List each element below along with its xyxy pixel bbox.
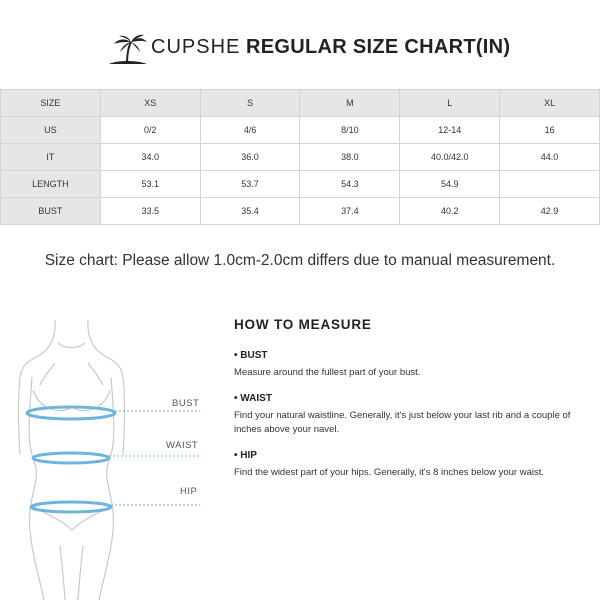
column-header: L xyxy=(400,90,500,117)
column-header: XS xyxy=(100,90,200,117)
table-cell: 16 xyxy=(500,117,600,144)
table-cell: 35.4 xyxy=(200,198,300,225)
row-label: LENGTH xyxy=(1,171,101,198)
column-header: XL xyxy=(500,90,600,117)
table-cell: 42.9 xyxy=(500,198,600,225)
table-cell: 44.0 xyxy=(500,144,600,171)
table-cell: 33.5 xyxy=(100,198,200,225)
table-cell: 53.1 xyxy=(100,171,200,198)
table-row xyxy=(1,144,600,171)
table-cell: 4/6 xyxy=(200,117,300,144)
table-row xyxy=(1,171,600,198)
table-row xyxy=(1,198,600,225)
body-outline-illustration xyxy=(0,315,210,600)
row-label: BUST xyxy=(1,198,101,225)
column-header: M xyxy=(300,90,400,117)
table-cell xyxy=(500,171,600,198)
column-header: SIZE xyxy=(1,90,101,117)
table-row xyxy=(1,117,600,144)
measure-item-waist xyxy=(234,393,600,437)
table-cell: 8/10 xyxy=(300,117,400,144)
header xyxy=(0,28,600,72)
measurement-note: Size chart: Please allow 1.0cm-2.0cm differs due to manual measurement. xyxy=(44,252,556,269)
column-header: S xyxy=(200,90,300,117)
table-cell: 12-14 xyxy=(400,117,500,144)
measure-item-hip xyxy=(234,450,600,480)
size-table xyxy=(0,89,600,225)
palm-tree-island-icon xyxy=(107,34,149,68)
measure-item-title: • WAIST xyxy=(234,393,272,404)
measure-item-desc: Measure around the fullest part of your bust. xyxy=(234,367,421,378)
row-label: US xyxy=(1,117,101,144)
measure-item-desc: Find your natural waistline. Generally, it's just below your last rib and a couple of inches above your navel. xyxy=(234,410,571,435)
how-to-measure-title: HOW TO MEASURE xyxy=(234,317,372,332)
table-header-row xyxy=(1,90,600,117)
brand-name: CUPSHE xyxy=(151,36,241,58)
measure-item-title: • BUST xyxy=(234,350,268,361)
table-cell: 36.0 xyxy=(200,144,300,171)
row-label: IT xyxy=(1,144,101,171)
waist-label: WAIST xyxy=(166,440,199,451)
table-cell: 40.2 xyxy=(400,198,500,225)
hip-label: HIP xyxy=(180,486,198,497)
bust-label: BUST xyxy=(172,398,200,409)
chart-title: REGULAR SIZE CHART(IN) xyxy=(246,36,511,58)
table-cell: 53.7 xyxy=(200,171,300,198)
measure-item-title: • HIP xyxy=(234,450,257,461)
table-cell: 37.4 xyxy=(300,198,400,225)
how-to-measure-section xyxy=(234,317,600,493)
measure-item-desc: Find the widest part of your hips. Generally, it's 8 inches below your waist. xyxy=(234,467,545,478)
body-figure xyxy=(0,315,210,600)
table-cell: 54.9 xyxy=(400,171,500,198)
measure-item-bust xyxy=(234,350,600,380)
table-cell: 54.3 xyxy=(300,171,400,198)
table-cell: 40.0/42.0 xyxy=(400,144,500,171)
table-cell: 0/2 xyxy=(100,117,200,144)
table-cell: 38.0 xyxy=(300,144,400,171)
table-cell: 34.0 xyxy=(100,144,200,171)
